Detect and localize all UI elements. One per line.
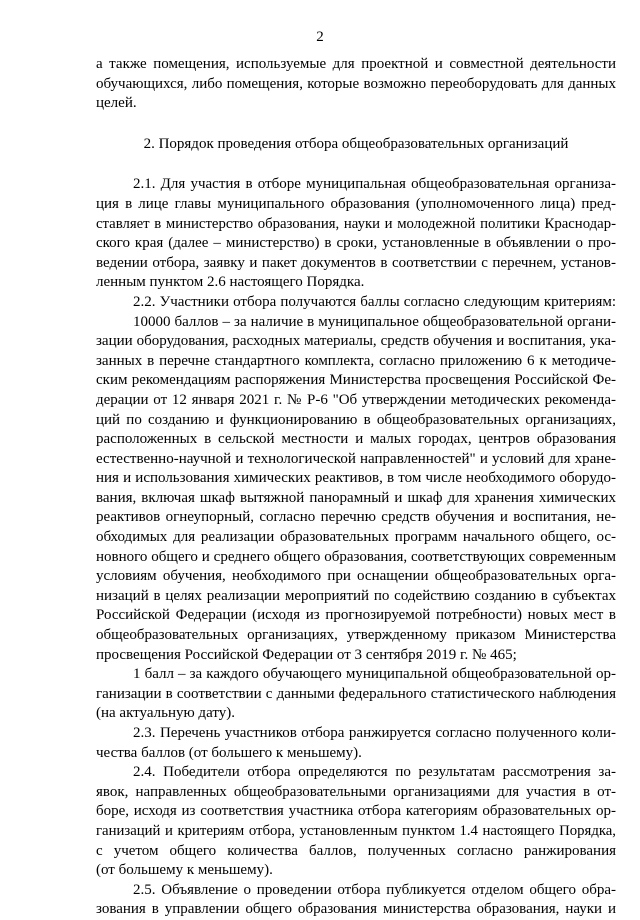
page-number: 2 [316,29,324,45]
text-line: естественно-научной и технологической направленностей" и условий для хране- [96,450,616,467]
text-line: целей. [96,95,137,112]
text-line: 2.5. Объявление о проведении отбора публикуется отделом общего обра- [133,881,616,898]
text-line: чества баллов (от большего к меньшему). [96,744,362,761]
paragraph-2-3 [96,724,616,763]
text-line: ставляет в министерство образования, науки и молодежной политики Краснодар- [96,215,616,232]
paragraph-intro-continuation [96,55,616,114]
text-line: ция в лице главы муниципального образования (уполномоченного лица) пред- [96,195,616,212]
text-line: 10000 баллов – за наличие в муниципальное общеобразовательной органи- [133,313,616,330]
text-line: с учетом общего количества баллов, полученных согласно ранжирования [96,842,616,859]
text-line: дерации от 12 января 2021 г. № Р-6 "Об утверждении методических рекоменда- [96,391,616,408]
section-heading: 2. Порядок проведения отбора общеобразовательных организаций [143,135,569,152]
text-line: ленным пунктом 2.6 настоящего Порядка. [96,274,365,291]
text-line: обучающихся, либо помещения, которые возможно переоборудовать для данных [96,75,616,92]
text-line: (от большему к меньшему). [96,862,273,879]
text-line: низаций в целях реализации мероприятий по содействию созданию в субъектах [96,587,616,604]
text-line: обходимых для реализации образовательных программ начального общего, ос- [96,529,616,546]
text-line: новного общего и среднего общего образования, соответствующих современным [96,548,616,565]
text-line: общеобразовательных организациях, утвержденному приказом Министерства [96,627,616,644]
text-line: реактивов огнеупорный, согласно перечню средств обучения и воспитания, не- [96,509,616,526]
text-line: вания, включая шкаф вытяжной панорамный и шкаф для хранения химических [96,489,616,506]
paragraph-2-5 [96,881,616,920]
text-line: а также помещения, используемые для проектной и совместной деятельности [96,56,616,72]
text-line: (на актуальную дату). [96,705,235,722]
text-line: ведении отбора, заявку и пакет документов в соответствии с перечнем, установ- [96,254,616,271]
text-line: явок, направленных общеобразовательными организациями для участия в от- [96,783,616,800]
text-line: зации оборудования, расходных материалы, средств обучения и воспитания, ука- [96,333,616,350]
text-line: ским рекомендациям распоряжения Министерства просвещения Российской Фе- [96,372,616,389]
text-line: Российской Федерации (исходя из прогнозируемой потребности) новых мест в [96,607,616,624]
text-line: ского края (далее – министерство) в сроки, установленные в объявлении о про- [96,235,616,252]
text-line: 2.1. Для участия в отборе муниципальная общеобразовательная организа- [133,176,616,193]
text-line: расположенных в сельской местности и малых городах, центров образования [96,431,616,448]
paragraph-2-1 [96,175,616,293]
text-line: занных в перечне стандартного комплекта, согласно приложению 6 к методиче- [96,352,616,369]
text-line: зования в управлении общего образования министерства образования, науки и [96,901,616,918]
document-body [96,55,616,920]
paragraph-2-4 [96,763,616,881]
paragraph-2-2-criterion-2 [96,665,616,724]
text-line: 2.2. Участники отбора получаются баллы согласно следующим критериям: [133,293,616,310]
text-line: условиям обучения, необходимого при оснащении общеобразовательных орга- [96,568,616,585]
text-line: 1 балл – за каждого обучающего муниципальной общеобразовательной ор- [133,666,616,683]
text-line: ций по созданию и функционированию в общеобразовательных организациях, [96,411,616,428]
text-line: ния и использования химических реактивов, в том числе необходимого оборудо- [96,470,616,487]
paragraph-2-2 [96,293,616,313]
text-line: ганизаций и критериям отбора, установленным пунктом 1.4 настоящего Порядка, [96,822,616,839]
text-line: 2.3. Перечень участников отбора ранжируется согласно полученного коли- [133,725,616,741]
text-line: просвещения Российской Федерации от 3 сентября 2019 г. № 465; [96,646,517,663]
text-line: боре, исходя из соответствия участника отбора категориям образовательных ор- [96,803,616,820]
text-line: ганизации в соответствии с данными федерального статистического наблюдения [96,685,616,702]
text-line: 2.4. Победители отбора определяются по результатам рассмотрения за- [133,764,616,781]
paragraph-2-2-criterion-1 [96,313,616,666]
